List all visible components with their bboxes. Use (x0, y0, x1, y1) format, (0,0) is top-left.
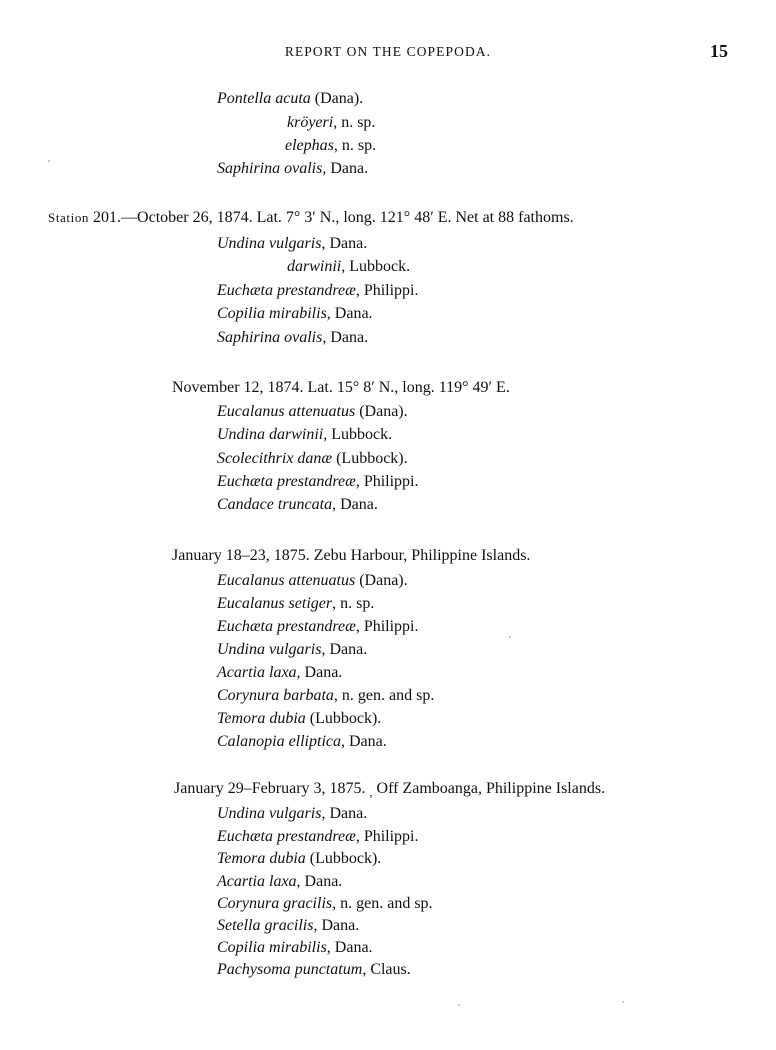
species-name: Copilia mirabilis (217, 939, 327, 956)
date-heading: November 12, 1874. Lat. 15° 8′ N., long. 119° 49′ E. (172, 379, 510, 396)
list-item (217, 88, 363, 110)
list-item (217, 708, 381, 730)
species-authority: , Dana. (332, 496, 378, 513)
species-name: Corynura gracilis (217, 895, 333, 912)
species-authority: , Dana. (296, 873, 343, 890)
list-item (217, 303, 373, 325)
scan-speck (622, 1001, 624, 1003)
species-name: Undina vulgaris (217, 805, 322, 822)
list-item (217, 915, 359, 937)
species-authority: (Lubbock). (305, 710, 382, 727)
scan-speck (509, 636, 511, 638)
species-authority: , Dana. (296, 664, 343, 681)
species-authority: (Dana). (355, 403, 408, 420)
species-name: Acartia laxa (217, 664, 297, 681)
species-authority: , Claus. (362, 961, 411, 978)
species-name: Undina vulgaris (217, 641, 322, 658)
species-authority: , n. sp. (333, 137, 377, 154)
list-item (217, 959, 411, 981)
species-name: Euchæta prestandreæ (217, 282, 356, 299)
species-authority: , Dana. (321, 235, 368, 252)
species-authority: , Dana. (321, 805, 368, 822)
species-name: Euchæta prestandreæ (217, 828, 356, 845)
species-authority: , n. gen. and sp. (332, 895, 433, 912)
species-authority: (Lubbock). (332, 450, 408, 467)
species-name: Eucalanus attenuatus (217, 572, 356, 589)
species-authority: , Dana. (326, 939, 373, 956)
list-item (217, 937, 373, 959)
date-heading (174, 778, 605, 800)
list-item (217, 639, 367, 661)
station-details: —October 26, 1874. Lat. 7° 3′ N., long. 121° 48′ E. Net at 88 fathoms. (121, 209, 574, 226)
page-number: 15 (710, 41, 728, 61)
species-name: Eucalanus attenuatus (217, 403, 356, 420)
species-authority: , Philippi. (355, 828, 419, 845)
list-item (217, 471, 419, 493)
list-item (217, 803, 367, 825)
species-authority: , n. sp. (333, 114, 376, 131)
species-authority: , Dana. (313, 917, 360, 934)
species-name: Pontella acuta (217, 90, 311, 107)
species-name: Scolecithrix danæ (217, 450, 333, 467)
species-authority: , Dana. (341, 733, 387, 750)
species-name: Euchæta prestandreæ (217, 618, 356, 635)
list-item (217, 731, 387, 753)
species-name: Saphirina ovalis (217, 329, 323, 346)
list-item (217, 401, 408, 423)
species-name: Setella gracilis (217, 917, 314, 934)
species-name: Euchæta prestandreæ (217, 473, 356, 490)
species-name: Pachysoma punctatum (217, 961, 363, 978)
species-name: Acartia laxa (217, 873, 297, 890)
species-name: kröyeri (287, 114, 334, 131)
species-name: Temora dubia (217, 710, 306, 727)
species-authority: , Lubbock. (341, 258, 411, 275)
list-item (217, 662, 342, 684)
list-item (217, 233, 367, 255)
list-item (217, 893, 433, 915)
list-item (217, 494, 378, 516)
list-item (287, 256, 410, 278)
list-item (217, 158, 368, 180)
species-name: Undina darwinii (217, 426, 324, 443)
list-item (217, 570, 408, 592)
species-name: Candace truncata (217, 496, 333, 513)
date-heading: January 18–23, 1875. Zebu Harbour, Philippine Islands. (172, 547, 531, 564)
species-authority: (Dana). (355, 572, 408, 589)
species-authority: , n. gen. and sp. (333, 687, 435, 704)
species-name: Corynura barbata (217, 687, 334, 704)
list-item (217, 448, 408, 470)
list-item (217, 616, 419, 638)
species-authority: , Dana. (322, 329, 369, 346)
species-authority: , Dana. (322, 160, 369, 177)
list-item (217, 826, 419, 848)
station-number: 201. (89, 209, 122, 226)
species-name: Eucalanus setiger (217, 595, 333, 612)
date-heading-location: Off Zamboanga, Philippine Islands. (372, 780, 606, 797)
stray-comma: , (369, 785, 373, 799)
species-authority: , Philippi. (355, 473, 419, 490)
running-title: REPORT ON THE COPEPODA. (284, 44, 492, 59)
species-authority: (Lubbock). (305, 850, 382, 867)
species-name: elephas (285, 137, 334, 154)
list-item (217, 327, 368, 349)
list-item (285, 135, 376, 157)
list-item (217, 848, 381, 870)
list-item (217, 593, 374, 615)
species-authority: , Dana. (326, 305, 373, 322)
list-item (217, 871, 342, 893)
date-heading-date: January 29–February 3, 1875. (174, 780, 370, 797)
scan-speck (48, 160, 50, 162)
species-name: Temora dubia (217, 850, 306, 867)
list-item (287, 112, 375, 134)
list-item (217, 685, 434, 707)
species-name: darwinii (287, 258, 342, 275)
list-item (217, 280, 419, 302)
scan-speck (458, 1004, 460, 1006)
species-authority: , Lubbock. (323, 426, 393, 443)
species-authority: , n. sp. (332, 595, 375, 612)
species-authority: , Philippi. (355, 618, 419, 635)
species-name: Saphirina ovalis (217, 160, 323, 177)
species-authority: , Dana. (321, 641, 368, 658)
species-name: Undina vulgaris (217, 235, 322, 252)
list-item (217, 424, 392, 446)
page-header (0, 41, 776, 66)
station-heading (48, 207, 574, 229)
station-label: Station (48, 210, 90, 225)
species-authority: (Dana). (310, 90, 364, 107)
species-name: Calanopia elliptica (217, 733, 341, 750)
species-name: Copilia mirabilis (217, 305, 327, 322)
species-authority: , Philippi. (355, 282, 419, 299)
